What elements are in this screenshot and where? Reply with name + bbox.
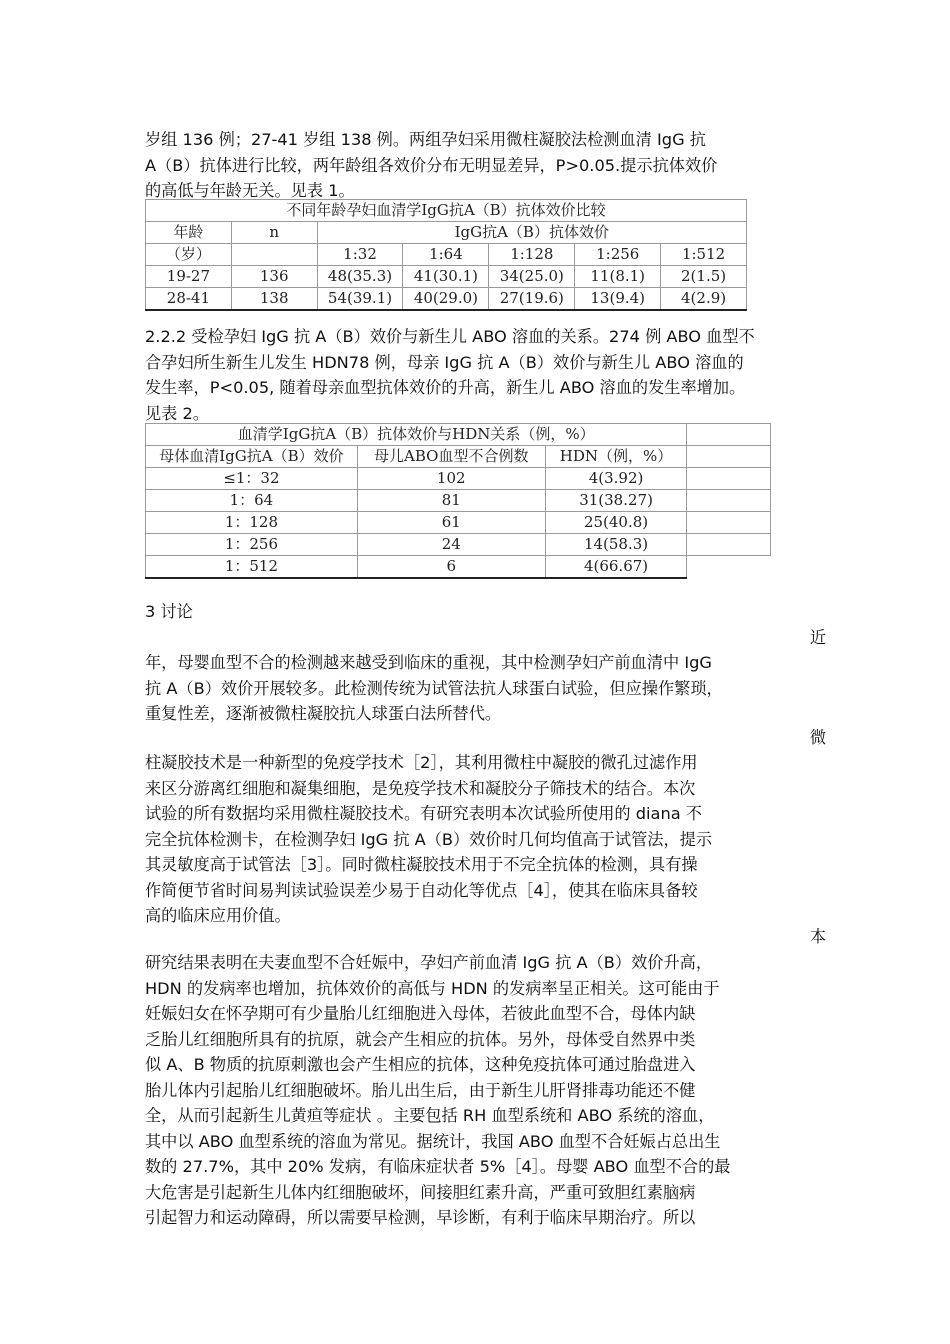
text-line: 试验的所有数据均采用微柱凝胶技术。有研究表明本次试验所使用的 diana 不 — [145, 804, 702, 823]
value-cell: 13(9.4) — [575, 288, 661, 311]
text-line: 合孕妇所生新生儿发生 HDN78 例，母亲 IgG 抗 A（B）效价与新生儿 ABO 溶血的 — [145, 352, 744, 372]
text-line: 发生率，P<0.05, 随着母亲血型抗体效价的升高，新生儿 ABO 溶血的发生率增加。 — [145, 378, 746, 397]
n-cell: 136 — [231, 266, 317, 288]
titer-cell: 1：64 — [146, 490, 358, 512]
value-cell: 54(39.1) — [317, 288, 403, 311]
age-cell: 28-41 — [146, 288, 232, 311]
empty-cell — [687, 512, 771, 534]
value-cell: 41(30.1) — [403, 266, 489, 288]
value-cell: 27(19.6) — [489, 288, 575, 311]
count-cell: 81 — [357, 490, 545, 512]
empty-cell — [687, 446, 771, 468]
titer-cell: 1：128 — [146, 512, 358, 534]
titer-level-header: 1:512 — [661, 244, 747, 266]
text-line: 年，母婴血型不合的检测越来越受到临床的重视，其中检测孕妇产前血清中 IgG — [145, 653, 712, 672]
section-3-heading: 3 讨论 — [145, 602, 193, 621]
text-line: 其中以 ABO 血型系统的溶血为常见。据统计，我国 ABO 血型不合妊娠占总出生 — [145, 1131, 721, 1151]
value-cell: 34(25.0) — [489, 266, 575, 288]
text-line: 全，从而引起新生儿黄疸等症状 。主要包括 RH 血型系统和 ABO 系统的溶血， — [145, 1106, 715, 1125]
text-line: 似 A、B 物质的抗原刺激也会产生相应的抗体，这种免疫抗体可通过胎盘进入 — [145, 1055, 696, 1074]
text-line: 柱凝胶技术是一种新型的免疫学技术［2］，其利用微柱中凝胶的微孔过滤作用 — [145, 753, 698, 772]
value-cell: 2(1.5) — [661, 266, 747, 288]
hdn-cell: 4(3.92) — [545, 468, 687, 490]
text-line: 乏胎儿红细胞所具有的抗原，就会产生相应的抗体。另外，母体受自然界中类 — [145, 1029, 696, 1049]
hdn-cell: 25(40.8) — [545, 512, 687, 534]
table-row — [146, 288, 747, 311]
table-row — [146, 556, 771, 579]
text-line: 作简便节省时间易判读试验误差少易于自动化等优点［4］，使其在临床具备较 — [145, 880, 698, 900]
value-cell: 11(8.1) — [575, 266, 661, 288]
table-titer-hdn — [145, 423, 771, 579]
text-line: 大危害是引起新生儿体内红细胞破坏，间接胆红素升高，严重可致胆红素脑病 — [145, 1182, 696, 1202]
value-cell: 48(35.3) — [317, 266, 403, 288]
empty-cell — [687, 468, 771, 490]
table-title: 血清学IgG抗A（B）抗体效价与HDN关系（例，%） — [146, 424, 687, 446]
discussion-paragraph-3 — [145, 950, 825, 1231]
text-line: 完全抗体检测卡，在检测孕妇 IgG 抗 A（B）效价时几何均值高于试管法，提示 — [145, 829, 713, 849]
table-row — [146, 534, 771, 556]
empty-cell — [687, 424, 771, 446]
titer-header: IgG抗A（B）抗体效价 — [317, 222, 746, 244]
hdn-cell: 31(38.27) — [545, 490, 687, 512]
section-2-2-2-paragraph — [145, 324, 825, 426]
hdn-cell: 4(66.67) — [545, 556, 687, 579]
text-line: 高的临床应用价值。 — [145, 906, 291, 925]
titer-cell: ≤1：32 — [146, 468, 358, 490]
table-row — [146, 468, 771, 490]
table-row — [146, 490, 771, 512]
text-line: 数的 27.7%，其中 20% 发病，有临床症状者 5%［4］。母婴 ABO 血型不合的最 — [145, 1157, 731, 1176]
text-line: 引起智力和运动障碍，所以需要早检测，早诊断，有利于临床早期治疗。所以 — [145, 1208, 696, 1227]
table-age-titer — [145, 199, 747, 311]
text-line: 岁组 136 例；27-41 岁组 138 例。两组孕妇采用微柱凝胶法检测血清 IgG 抗 — [145, 130, 706, 149]
count-cell: 61 — [357, 512, 545, 534]
text-line: 妊娠妇女在怀孕期可有少量胎儿红细胞进入母体，若彼此血型不合，母体内缺 — [145, 1004, 696, 1023]
incompatible-count-header: 母儿ABO血型不合例数 — [357, 446, 545, 468]
discussion-paragraph-2 — [145, 750, 825, 929]
table-title: 不同年龄孕妇血清学IgG抗A（B）抗体效价比较 — [146, 200, 747, 222]
text-line: 来区分游离红细胞和凝集细胞，是免疫学技术和凝胶分子筛技术的结合。本次 — [145, 778, 696, 798]
titer-level-header: 1:64 — [403, 244, 489, 266]
text-line: 见表 2。 — [145, 403, 210, 423]
value-cell: 4(2.9) — [661, 288, 747, 311]
empty-cell — [687, 490, 771, 512]
titer-level-header: 1:128 — [489, 244, 575, 266]
table-row — [146, 512, 771, 534]
text-line: 抗 A（B）效价开展较多。此检测传统为试管法抗人球蛋白试验，但应操作繁琐， — [145, 678, 723, 698]
hdn-cell: 14(58.3) — [545, 534, 687, 556]
value-cell: 40(29.0) — [403, 288, 489, 311]
count-cell: 102 — [357, 468, 545, 490]
text-line: 胎儿体内引起胎儿红细胞破坏。胎儿出生后，由于新生儿肝肾排毒功能还不健 — [145, 1080, 696, 1100]
paragraph-lead-char: 近 — [809, 628, 826, 647]
text-line: A（B）抗体进行比较，两年龄组各效价分布无明显差异，P>0.05.提示抗体效价 — [145, 155, 718, 175]
n-header: n — [231, 222, 317, 244]
age-unit-header: （岁） — [146, 244, 232, 266]
intro-paragraph — [145, 127, 825, 204]
empty-cell — [687, 556, 771, 579]
text-line: 2.2.2 受检孕妇 IgG 抗 A（B）效价与新生儿 ABO 溶血的关系。274 例 ABO 血型不 — [145, 327, 755, 346]
text-line: 研究结果表明在夫妻血型不合妊娠中，孕妇产前血清 IgG 抗 A（B）效价升高， — [145, 953, 713, 972]
text-line: 的高低与年龄无关。见表 1。 — [145, 181, 355, 200]
titer-cell: 1：512 — [146, 556, 358, 579]
count-cell: 24 — [357, 534, 545, 556]
text-line: 重复性差，逐渐被微柱凝胶抗人球蛋白法所替代。 — [145, 704, 502, 723]
hdn-header: HDN（例，%） — [545, 446, 687, 468]
n-cell: 138 — [231, 288, 317, 311]
titer-header: 母体血清IgG抗A（B）效价 — [146, 446, 358, 468]
age-cell: 19-27 — [146, 266, 232, 288]
paragraph-lead-char: 本 — [809, 927, 826, 946]
empty-cell — [687, 534, 771, 556]
text-line: 其灵敏度高于试管法［3］。同时微柱凝胶技术用于不完全抗体的检测，具有操 — [145, 855, 698, 874]
titer-level-header: 1:32 — [317, 244, 403, 266]
paragraph-lead-char: 微 — [809, 728, 826, 747]
empty-cell — [231, 244, 317, 266]
age-header: 年龄 — [146, 222, 232, 244]
titer-level-header: 1:256 — [575, 244, 661, 266]
text-line: HDN 的发病率也增加，抗体效价的高低与 HDN 的发病率呈正相关。这可能由于 — [145, 978, 720, 998]
titer-cell: 1：256 — [146, 534, 358, 556]
count-cell: 6 — [357, 556, 545, 579]
discussion-paragraph-1 — [145, 650, 825, 727]
table-row — [146, 266, 747, 288]
